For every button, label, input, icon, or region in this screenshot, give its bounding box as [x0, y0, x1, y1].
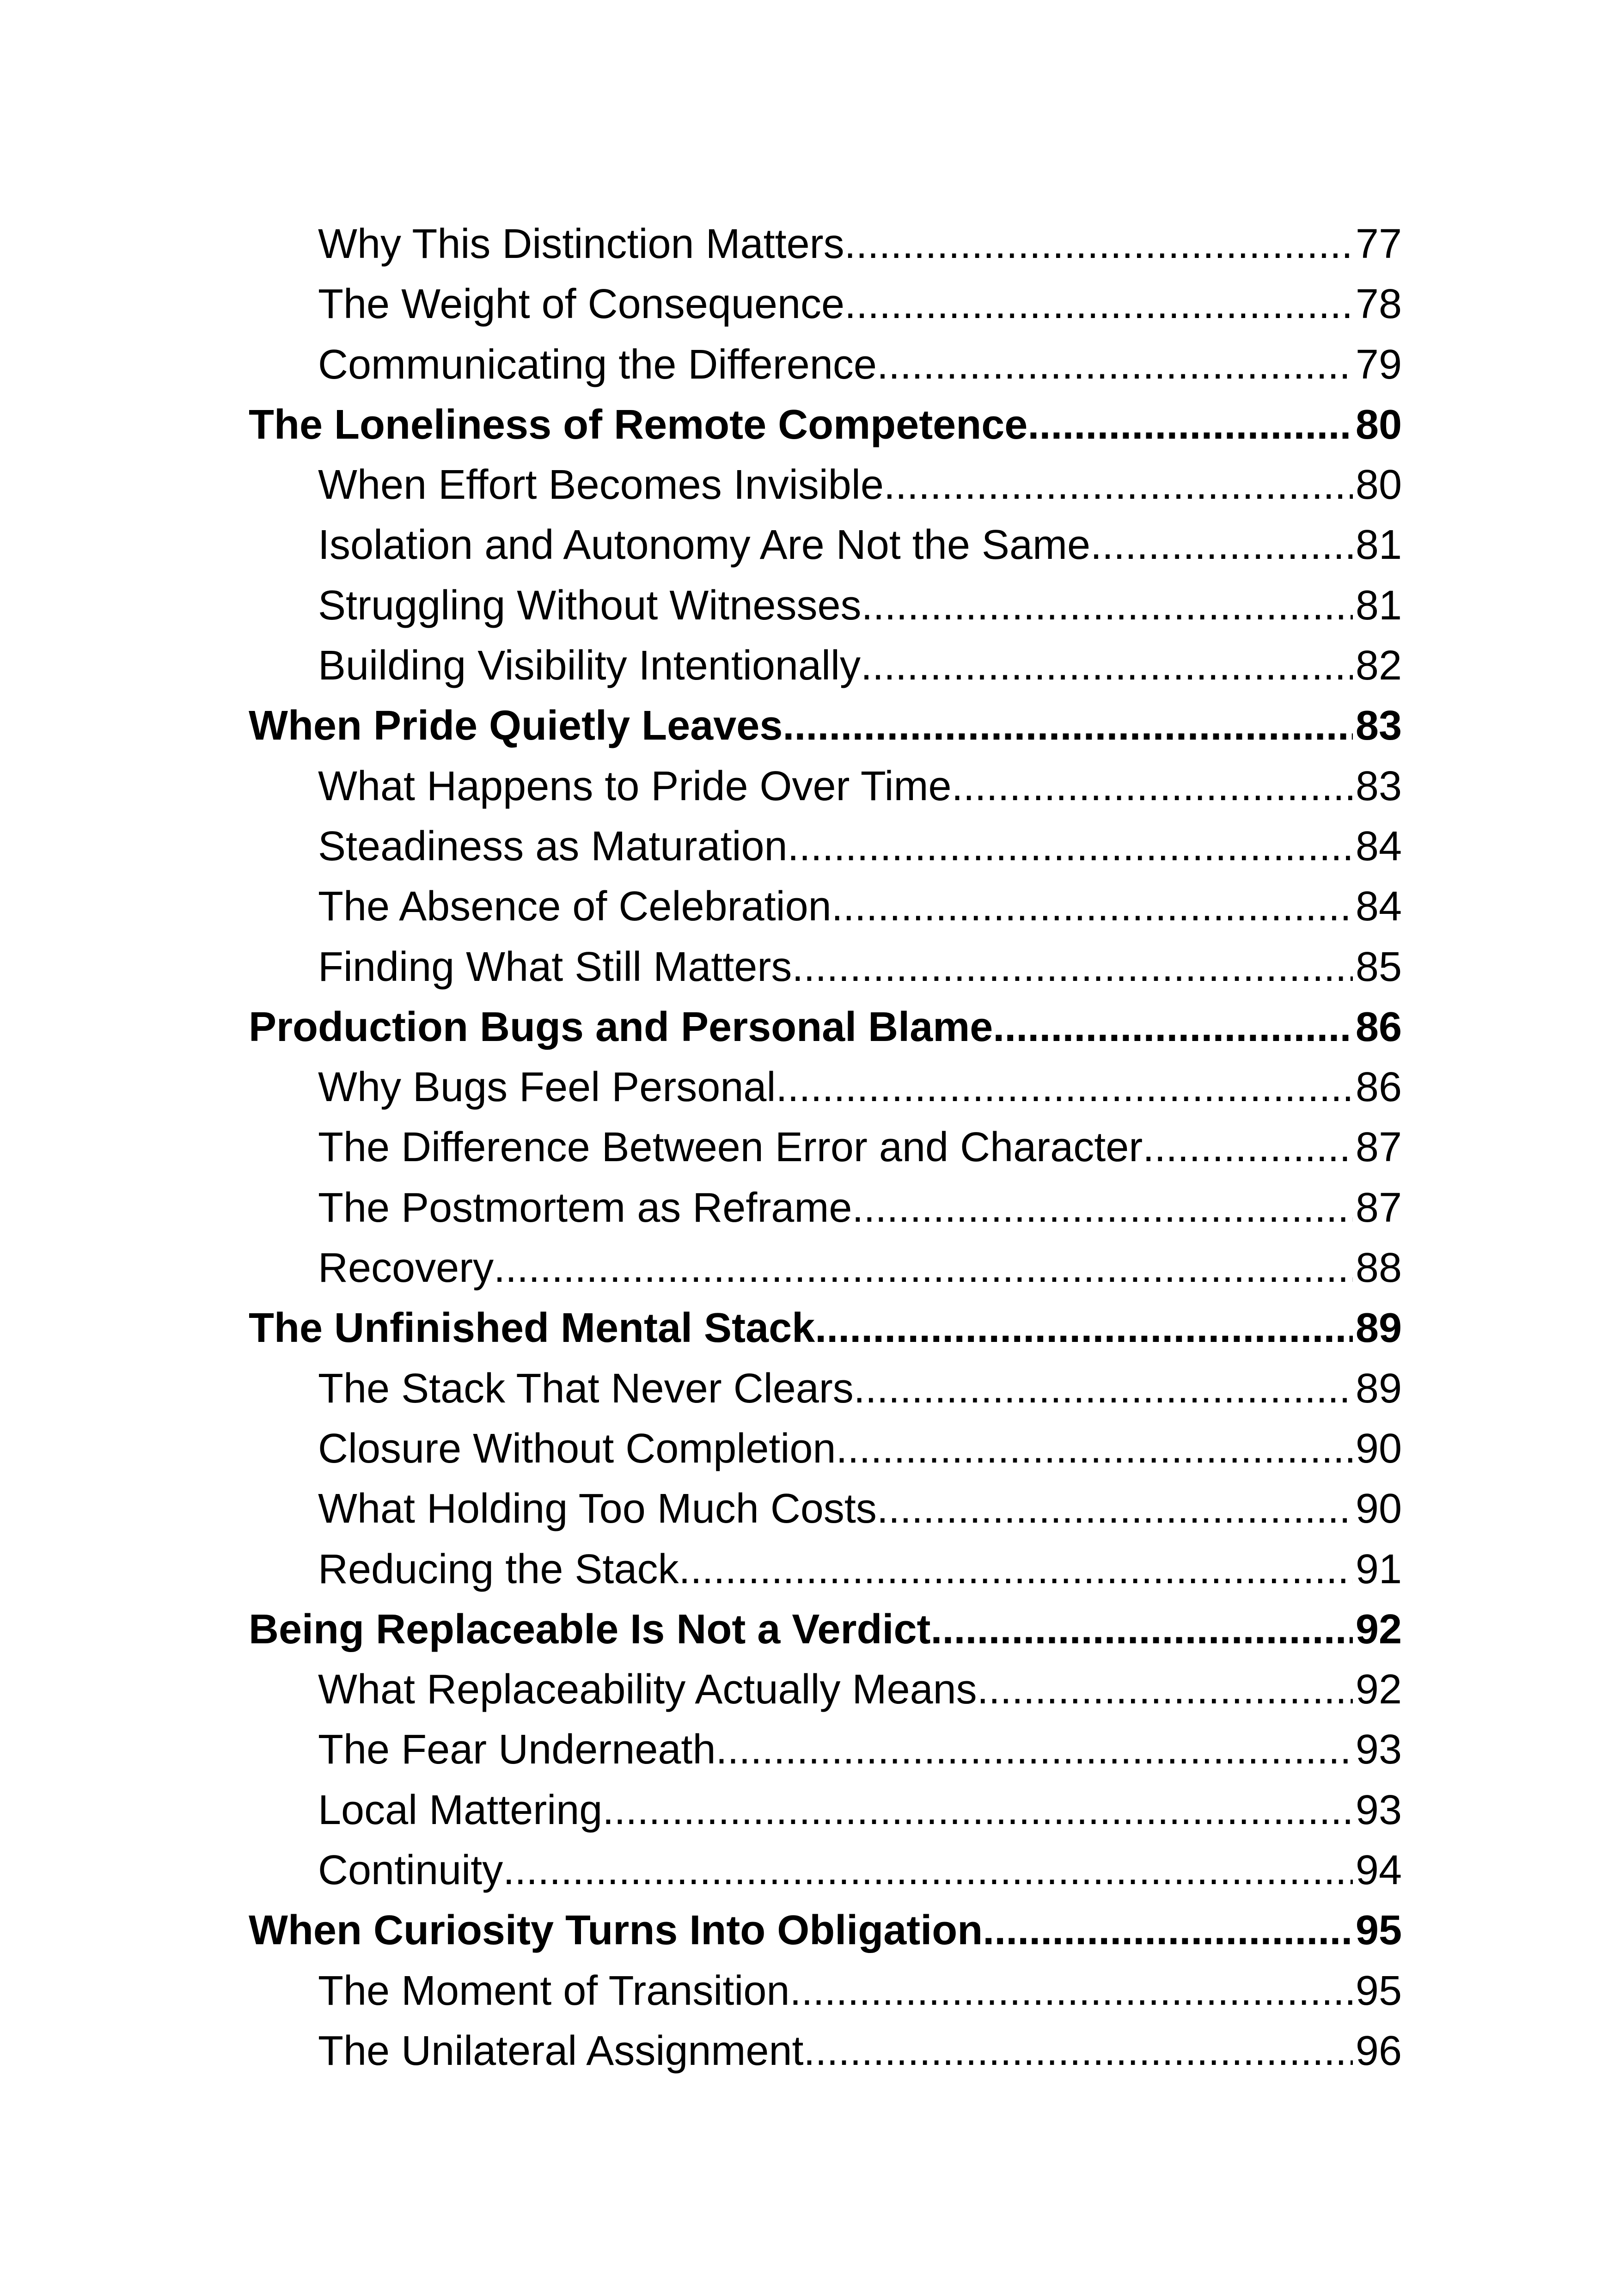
- toc-entry-title: Struggling Without Witnesses: [318, 582, 862, 629]
- toc-entry-page: 83: [1355, 763, 1402, 809]
- toc-dot-leader: [783, 696, 1353, 756]
- toc-entry-page: 80: [1355, 401, 1402, 448]
- toc-dot-leader: [844, 214, 1353, 274]
- toc-chapter-entry: [249, 696, 1402, 756]
- toc-entry-title: The Fear Underneath: [318, 1727, 716, 1773]
- toc-entry-page: 94: [1355, 1847, 1402, 1894]
- toc-entry-page: 86: [1355, 1064, 1402, 1111]
- toc-entry-page: 95: [1355, 1967, 1402, 2014]
- toc-entry: [249, 2021, 1402, 2081]
- toc-entry-title: Communicating the Difference: [318, 341, 877, 388]
- toc-dot-leader: [836, 1419, 1352, 1479]
- toc-dot-leader: [602, 1780, 1353, 1840]
- toc-entry-page: 87: [1355, 1184, 1402, 1231]
- toc-dot-leader: [1143, 1117, 1353, 1177]
- toc-entry-title: When Effort Becomes Invisible: [318, 462, 884, 508]
- toc-entry: [249, 636, 1402, 696]
- toc-entry: [249, 1720, 1402, 1780]
- toc-entry-title: The Loneliness of Remote Competence: [249, 401, 1028, 448]
- toc-chapter-entry: [249, 1900, 1402, 1960]
- toc-entry-page: 89: [1355, 1305, 1402, 1352]
- toc-entry: [249, 1659, 1402, 1720]
- toc-dot-leader: [792, 937, 1353, 997]
- toc-entry-page: 80: [1355, 462, 1402, 508]
- toc-entry-page: 92: [1355, 1666, 1402, 1713]
- toc-entry-page: 92: [1355, 1606, 1402, 1653]
- toc-entry-page: 81: [1355, 522, 1402, 569]
- toc-chapter-entry: [249, 997, 1402, 1057]
- toc-entry-title: Why Bugs Feel Personal: [318, 1064, 776, 1111]
- toc-dot-leader: [854, 1359, 1353, 1419]
- toc-entry-page: 85: [1355, 943, 1402, 990]
- toc-dot-leader: [877, 335, 1353, 395]
- toc-entry: [249, 876, 1402, 937]
- toc-dot-leader: [952, 756, 1353, 816]
- toc-entry-title: Being Replaceable Is Not a Verdict: [249, 1606, 931, 1653]
- toc-entry-title: The Stack That Never Clears: [318, 1365, 854, 1412]
- toc-entry-page: 84: [1355, 823, 1402, 869]
- toc-entry-page: 83: [1355, 703, 1402, 749]
- toc-entry-page: 93: [1355, 1787, 1402, 1833]
- toc-dot-leader: [861, 636, 1353, 696]
- toc-entry-title: Production Bugs and Personal Blame: [249, 1004, 993, 1050]
- toc-entry-title: Why This Distinction Matters: [318, 221, 844, 267]
- toc-entry: [249, 335, 1402, 395]
- toc-dot-leader: [804, 2021, 1353, 2081]
- toc-entry: [249, 1780, 1402, 1840]
- toc-dot-leader: [931, 1599, 1353, 1659]
- toc-entry-title: The Postmortem as Reframe: [318, 1184, 852, 1231]
- toc-entry: [249, 576, 1402, 636]
- toc-entry: [249, 756, 1402, 816]
- toc-entry-title: When Curiosity Turns Into Obligation: [249, 1907, 983, 1954]
- toc-entry-title: Recovery: [318, 1245, 494, 1292]
- toc-entry: [249, 816, 1402, 876]
- toc-dot-leader: [679, 1539, 1352, 1599]
- toc-entry: [249, 274, 1402, 334]
- toc-entry: [249, 937, 1402, 997]
- toc-entry-page: 91: [1355, 1546, 1402, 1592]
- toc-entry-title: The Unilateral Assignment: [318, 2027, 804, 2074]
- toc-dot-leader: [788, 816, 1353, 876]
- toc-entry-page: 77: [1355, 221, 1402, 267]
- toc-entry: [249, 1057, 1402, 1117]
- toc-dot-leader: [503, 1840, 1353, 1900]
- toc-chapter-entry: [249, 1298, 1402, 1358]
- toc-entry-title: Local Mattering: [318, 1787, 603, 1833]
- toc-entry-title: The Unfinished Mental Stack: [249, 1305, 815, 1352]
- toc-entry: [249, 1840, 1402, 1900]
- toc-entry-page: 90: [1355, 1486, 1402, 1532]
- toc-dot-leader: [789, 1961, 1352, 2021]
- toc-dot-leader: [877, 1479, 1353, 1539]
- toc-entry: [249, 1419, 1402, 1479]
- toc-dot-leader: [1027, 395, 1353, 455]
- toc-entry-page: 79: [1355, 341, 1402, 388]
- toc-entry-page: 96: [1355, 2027, 1402, 2074]
- toc-entry-page: 93: [1355, 1727, 1402, 1773]
- toc-entry-title: Isolation and Autonomy Are Not the Same: [318, 522, 1091, 569]
- toc-entry: [249, 455, 1402, 515]
- toc-entry-title: When Pride Quietly Leaves: [249, 703, 783, 749]
- toc-entry: [249, 515, 1402, 575]
- toc-dot-leader: [983, 1900, 1353, 1960]
- toc-entry: [249, 1539, 1402, 1599]
- toc-entry-title: The Weight of Consequence: [318, 281, 845, 328]
- toc-entry: [249, 1117, 1402, 1177]
- toc-entry-title: The Difference Between Error and Character: [318, 1124, 1143, 1171]
- toc-dot-leader: [852, 1178, 1353, 1238]
- toc-entry-title: What Replaceability Actually Means: [318, 1666, 977, 1713]
- toc-dot-leader: [993, 997, 1353, 1057]
- toc-chapter-entry: [249, 395, 1402, 455]
- toc-entry-title: What Holding Too Much Costs: [318, 1486, 877, 1532]
- toc-entry-page: 87: [1355, 1124, 1402, 1171]
- toc-dot-leader: [776, 1057, 1352, 1117]
- toc-dot-leader: [494, 1238, 1353, 1298]
- toc-entry-title: Finding What Still Matters: [318, 943, 792, 990]
- toc-entry-page: 89: [1355, 1365, 1402, 1412]
- toc-entry-page: 81: [1355, 582, 1402, 629]
- toc-dot-leader: [844, 274, 1353, 334]
- toc-entry: [249, 1359, 1402, 1419]
- toc-entry-title: Steadiness as Maturation: [318, 823, 788, 869]
- toc-entry-page: 82: [1355, 643, 1402, 689]
- toc-entry-page: 86: [1355, 1004, 1402, 1050]
- toc-dot-leader: [815, 1298, 1353, 1358]
- toc-entry-title: What Happens to Pride Over Time: [318, 763, 952, 809]
- toc-entry-page: 78: [1355, 281, 1402, 328]
- toc-dot-leader: [716, 1720, 1353, 1780]
- table-of-contents: [249, 214, 1402, 2081]
- toc-entry: [249, 1238, 1402, 1298]
- toc-chapter-entry: [249, 1599, 1402, 1659]
- toc-entry-page: 95: [1355, 1907, 1402, 1954]
- toc-entry-title: Continuity: [318, 1847, 503, 1894]
- toc-entry-title: Building Visibility Intentionally: [318, 643, 861, 689]
- toc-entry: [249, 1961, 1402, 2021]
- toc-entry-page: 88: [1355, 1245, 1402, 1292]
- toc-dot-leader: [1090, 515, 1353, 575]
- toc-dot-leader: [831, 876, 1353, 937]
- toc-entry-title: Reducing the Stack: [318, 1546, 679, 1592]
- toc-entry: [249, 214, 1402, 274]
- toc-dot-leader: [977, 1659, 1353, 1720]
- toc-dot-leader: [884, 455, 1353, 515]
- toc-entry-page: 84: [1355, 883, 1402, 930]
- toc-entry-page: 90: [1355, 1425, 1402, 1472]
- toc-entry: [249, 1178, 1402, 1238]
- toc-entry: [249, 1479, 1402, 1539]
- toc-entry-title: The Absence of Celebration: [318, 883, 831, 930]
- toc-entry-title: The Moment of Transition: [318, 1967, 790, 2014]
- toc-entry-title: Closure Without Completion: [318, 1425, 836, 1472]
- toc-dot-leader: [862, 576, 1353, 636]
